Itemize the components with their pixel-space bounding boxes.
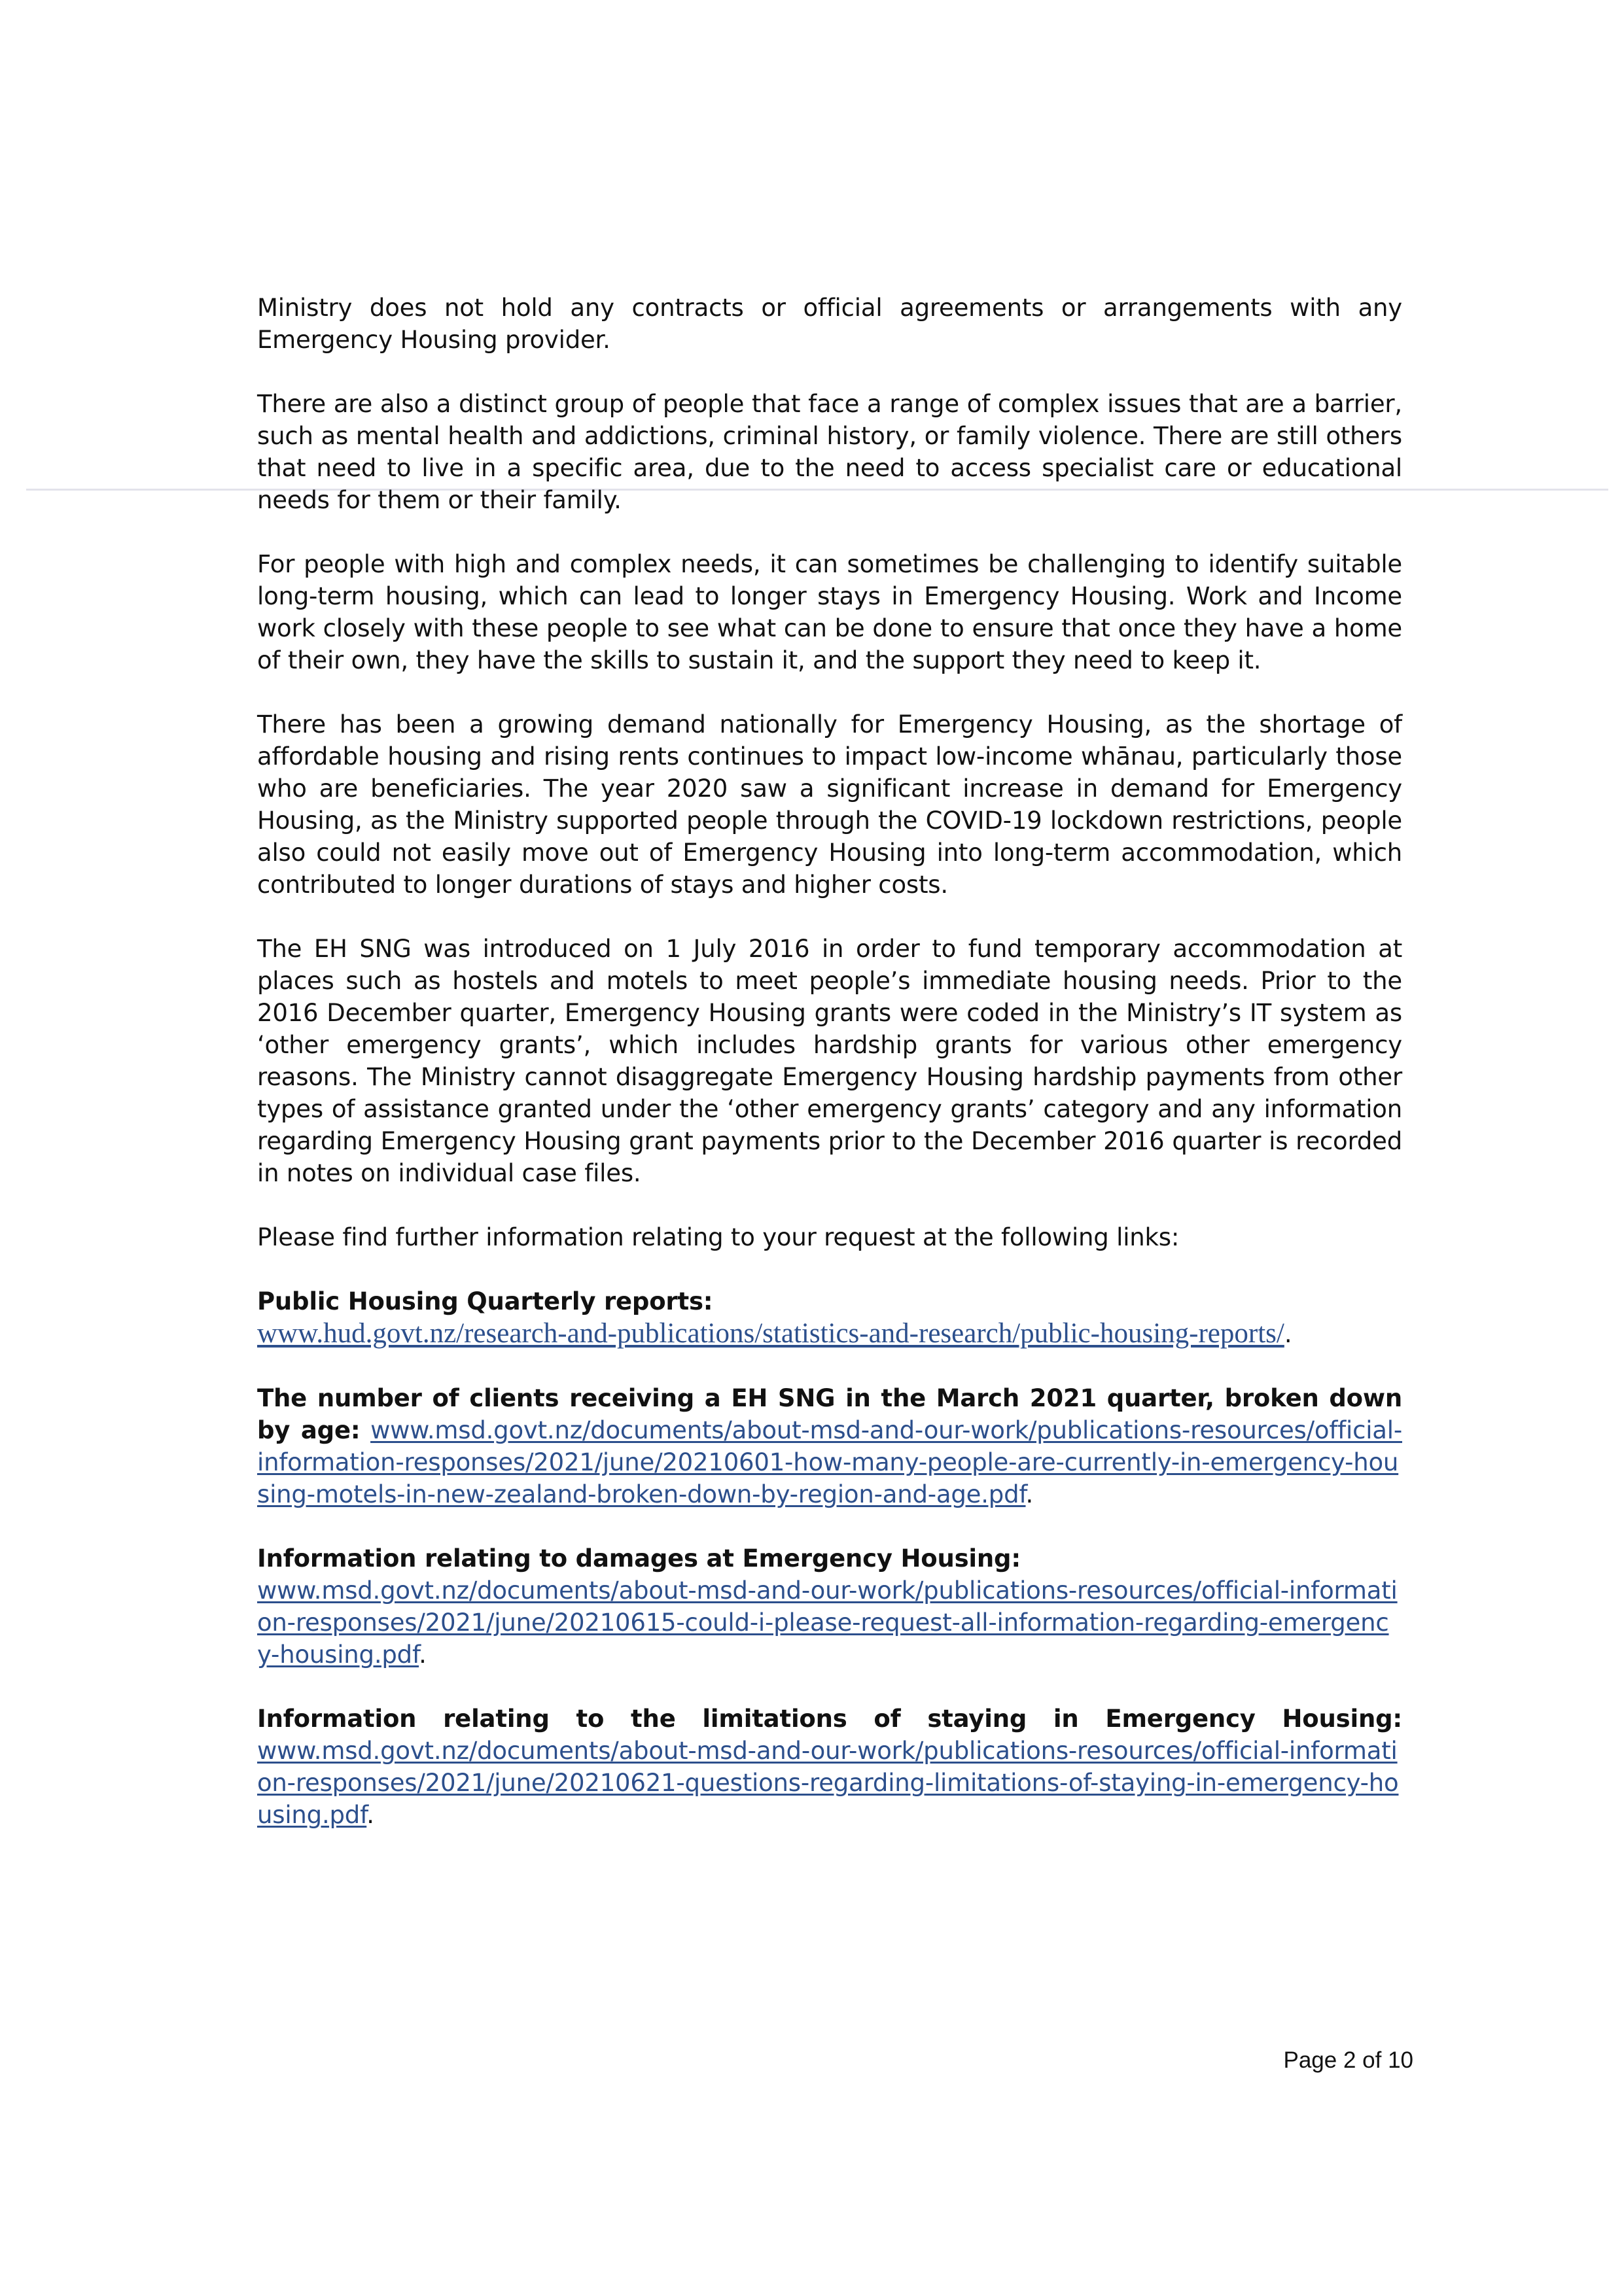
- link-trailing-period: .: [366, 1801, 374, 1829]
- hud-reports-link[interactable]: www.hud.govt.nz/research-and-publications/statistics-and-research/public-housing-reports/: [257, 1318, 1284, 1349]
- section-heading: The number of clients receiving a EH SNG in the March 2021 quarter, broken down by age:: [257, 1384, 1402, 1444]
- link-trailing-period: .: [1025, 1480, 1034, 1508]
- paragraph-growing-demand: There has been a growing demand nationally for Emergency Housing, as the shortage of affordable housing and rising rents continues to impact low-income whānau, particularly those who are beneficiaries. The year 2020 saw a significant increase in demand for Emergency Housing, as the Ministry supported people through the COVID-19 lockdown restrictions, people also could not easily move out of Emergency Housing into long-term accommodation, which contributed to longer durations of stays and higher costs.: [257, 710, 1402, 899]
- paragraph-high-needs: For people with high and complex needs, it can sometimes be challenging to identify suitable long-term housing, which can lead to longer stays in Emergency Housing. Work and Income work closely with these people to see what can be done to ensure that once they have a home of their own, they have the skills to sustain it, and the support they need to keep it.: [257, 550, 1402, 674]
- section-heading: Information relating to the limitations of staying in Emergency Housing:: [257, 1705, 1402, 1733]
- paragraph-eh-sng-history: The EH SNG was introduced on 1 July 2016 in order to fund temporary accommodation at places such as hostels and motels to meet people’s immediate housing needs. Prior to the 2016 December quarter, Emergency Housing grants were coded in the Ministry’s IT system as ‘other emergency grants’, which includes hardship grants for various other emergency reasons. The Ministry cannot disaggregate Emergency Housing hardship payments from other types of assistance granted under the ‘other emergency grants’ category and any information regarding Emergency Housing grant payments prior to the December 2016 quarter is recorded in notes on individual case files.: [257, 935, 1402, 1187]
- section-heading: Information relating to damages at Emergency Housing:: [257, 1544, 1021, 1573]
- limitations-info-link[interactable]: www.msd.govt.nz/documents/about-msd-and-our-work/publications-resources/official-information-responses/2021/june/20210621-questions-regarding-limitations-of-staying-in-emergency-housing.pdf: [257, 1737, 1399, 1829]
- paragraph-complex-issues: There are also a distinct group of people that face a range of complex issues that are a barrier, such as mental health and addictions, criminal history, or family violence. There are still others that need to live in a specific area, due to the need to access specialist care or educational needs for them or their family.: [257, 390, 1402, 514]
- paragraph-further-info: Please find further information relating to your request at the following links:: [257, 1223, 1180, 1251]
- link-section-clients-by-age: [257, 1382, 1402, 1510]
- document-body: [257, 292, 1402, 1863]
- damages-info-link[interactable]: www.msd.govt.nz/documents/about-msd-and-our-work/publications-resources/official-information-responses/2021/june/20210615-could-i-please-request-all-information-regarding-emergency-housing.pdf: [257, 1576, 1398, 1669]
- page-number: Page 2 of 10: [1283, 2047, 1413, 2073]
- link-section-damages: [257, 1542, 1402, 1671]
- section-heading: Public Housing Quarterly reports:: [257, 1287, 713, 1315]
- link-section-limitations: [257, 1703, 1402, 1831]
- link-section-public-housing: [257, 1285, 1402, 1350]
- link-trailing-period: .: [1284, 1320, 1292, 1348]
- clients-by-age-link[interactable]: www.msd.govt.nz/documents/about-msd-and-our-work/publications-resources/official-information-responses/2021/june/20210601-how-many-people-are-currently-in-emergency-housing-motels-in-new-zealand-broken-down-by-region-and-age.pdf: [257, 1416, 1402, 1508]
- paragraph-provider-agreements: Ministry does not hold any contracts or official agreements or arrangements with any Emergency Housing provider.: [257, 294, 1402, 354]
- link-trailing-period: .: [419, 1641, 427, 1669]
